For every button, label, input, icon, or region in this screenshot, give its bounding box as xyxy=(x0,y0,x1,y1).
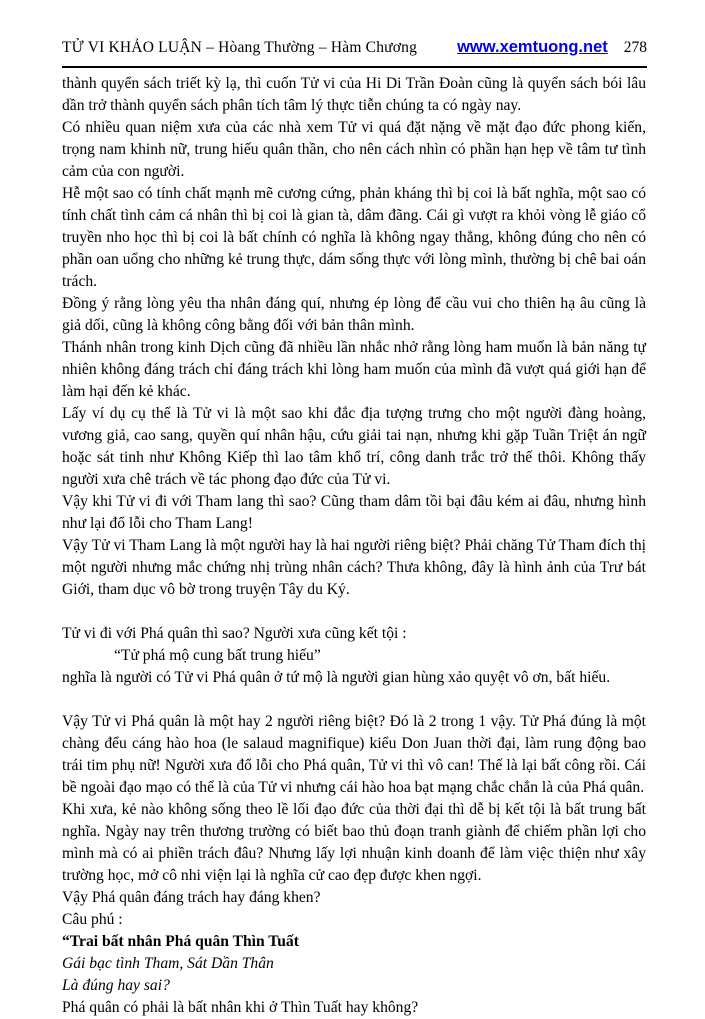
document-body xyxy=(62,73,646,1019)
paragraph: Vậy Phá quân đáng trách hay đáng khen? xyxy=(62,889,321,906)
paragraph-spacer xyxy=(62,689,646,711)
website-link[interactable]: www.xemtuong.net xyxy=(457,38,608,56)
paragraph: Là đúng hay sai? xyxy=(62,977,170,994)
paragraph: Vậy Tử vi Phá quân là một hay 2 người riêng biệt? Đó là 2 trong 1 vậy. Tử Phá đúng là một chàng đểu cáng hào hoa (le salaud magnifique) kiểu Don Juan thời đại, làm rung động bao trái tim phụ nữ! Người xưa đổ lỗi cho Phá quân, Tử vi thì vô can! Thế là lại bất công rồi. Cái bề ngoài đạo mạo có thể là của Tử vi nhưng cái hào hoa bạt mạng chắc chắn là của Phá quân. xyxy=(62,713,646,796)
paragraph: Khi xưa, kẻ nào không sống theo lề lối đạo đức của thời đại thì dễ bị kết tội là bất trung bất nghĩa. Ngày nay trên thương trường có biết bao thủ đoạn tranh giành để chiếm phần lợi cho mình mà có ai phiền trách đâu? Nhưng lấy lợi nhuận kinh doanh để làm việc thiện như xây trường học, mở cô nhi viện lại là nghĩa cử cao đẹp được khen ngợi. xyxy=(62,801,646,884)
paragraph: Có nhiều quan niệm xưa của các nhà xem Tử vi quá đặt nặng về mặt đạo đức phong kiến, trọng nam khinh nữ, trung hiếu quân thần, cho nên cách nhìn có phần hạn hẹp về tâm tư tình cảm của con người. xyxy=(62,119,646,180)
paragraph: “Trai bất nhân Phá quân Thìn Tuất xyxy=(62,933,299,950)
paragraph: Hễ một sao có tính chất mạnh mẽ cương cứng, phản kháng thì bị coi là bất nghĩa, một sao có tính chất tình cảm cá nhân thì bị coi là gian tà, dâm đãng. Cái gì vượt ra khỏi vòng lễ giáo cổ truyền nho học thì bị coi là bất chính có nghĩa là không ngay thẳng, không đúng cho nên có phần oan uổng cho những kẻ trung thực, dám sống thực với lòng mình, thường bị chê bai oán trách. xyxy=(62,185,646,290)
header-right xyxy=(457,38,647,57)
paragraph: nghĩa là người có Tử vi Phá quân ở tứ mộ là người gian hùng xảo quyệt vô ơn, bất hiếu. xyxy=(62,669,611,686)
paragraph: thành quyển sách triết kỳ lạ, thì cuốn Tử vi của Hi Di Trần Đoàn cũng là quyển sách bói lâu dần trở thành quyển sách phân tích tâm lý thực tiễn chúng ta có ngày nay. xyxy=(62,75,646,114)
paragraph: Gái bạc tình Tham, Sát Dần Thân xyxy=(62,955,274,972)
paragraph: Phá quân có phải là bất nhân khi ở Thìn Tuất hay không? xyxy=(62,999,419,1016)
paragraph: Lấy ví dụ cụ thể là Tử vi là một sao khi đắc địa tượng trưng cho một người đàng hoàng, vương giả, cao sang, quyền quí nhân hậu, cứu giải tai nạn, nhưng khi gặp Tuần Triệt án ngữ hoặc sát tinh như Không Kiếp thì lao tâm khổ trí, công danh trắc trở thế thôi. Không thấy người xưa chê trách về tác phong đạo đức của Tử vi. xyxy=(62,405,646,488)
paragraph: Vậy khi Tử vi đi với Tham lang thì sao? Cũng tham dâm tồi bại đâu kém ai đâu, nhưng hình như lại đổ lỗi cho Tham Lang! xyxy=(62,493,646,532)
paragraph: Thánh nhân trong kinh Dịch cũng đã nhiều lần nhắc nhở rằng lòng ham muốn là bản năng tự nhiên không đáng trách chỉ đáng trách khi lòng ham muốn của mình đã vượt quá giới hạn để làm hại đến kẻ khác. xyxy=(62,339,646,400)
page-number: 278 xyxy=(623,39,647,56)
paragraph: “Tử phá mộ cung bất trung hiếu” xyxy=(114,647,321,664)
paragraph-spacer xyxy=(62,601,646,623)
paragraph: Câu phú : xyxy=(62,911,123,928)
page-header xyxy=(62,38,647,68)
paragraph: Tử vi đi với Phá quân thì sao? Người xưa cũng kết tội : xyxy=(62,625,407,642)
paragraph: Đồng ý rằng lòng yêu tha nhân đáng quí, nhưng ép lòng để cầu vui cho thiên hạ âu cũng là giả dối, cũng là không công bằng đối với bản thân mình. xyxy=(62,295,646,334)
paragraph: Vậy Tử vi Tham Lang là một người hay là hai người riêng biệt? Phải chăng Tử Tham đích thị một người nhưng mắc chứng nhị trùng nhân cách? Thưa không, đây là hình ảnh của Trư bát Giới, tham dục vô bờ trong truyện Tây du Ký. xyxy=(62,537,646,598)
book-title: TỬ VI KHẢO LUẬN – Hòang Thường – Hàm Chương xyxy=(62,39,418,56)
